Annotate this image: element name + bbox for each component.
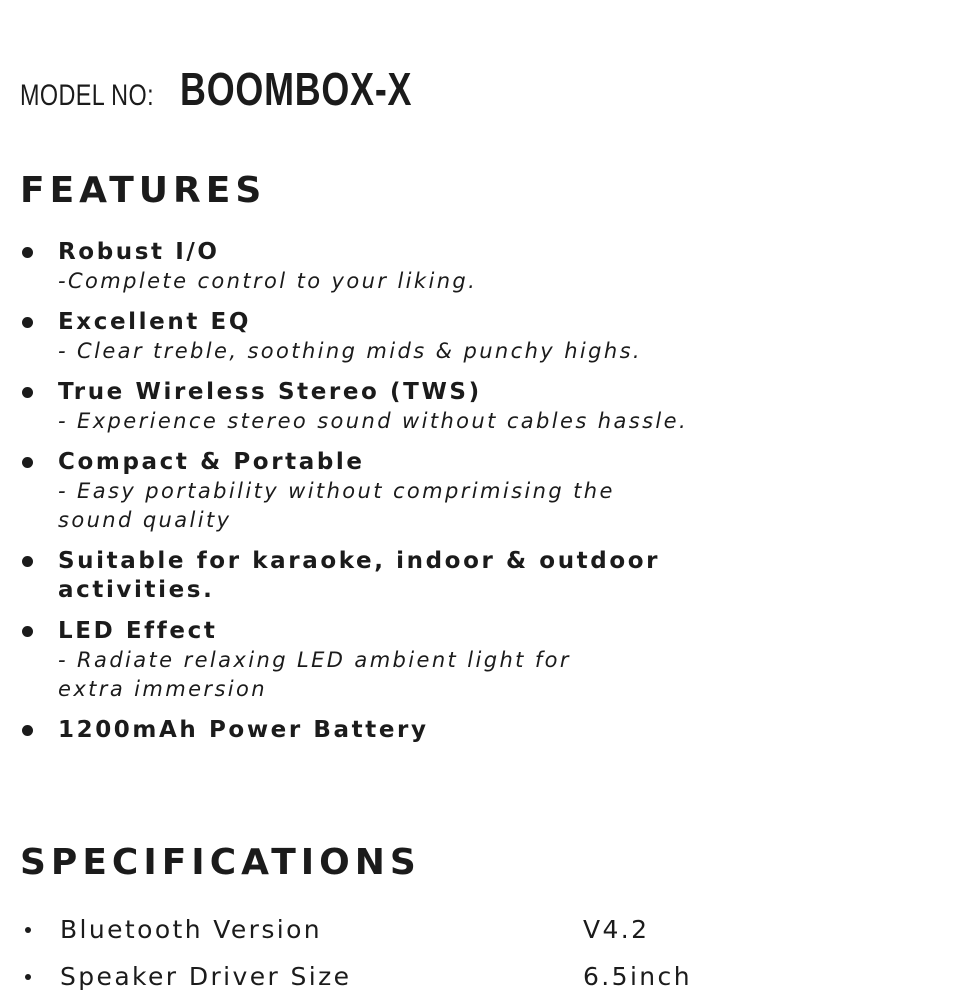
feature-description: - Radiate relaxing LED ambient light for extra immersion [58, 648, 571, 701]
bullet-icon [22, 387, 33, 398]
bullet-icon [25, 927, 31, 933]
spec-row [20, 957, 920, 1004]
feature-item [20, 238, 920, 296]
bullet-icon [22, 725, 33, 736]
model-value: BOOMBOX-X [180, 63, 413, 115]
feature-description: -Complete control to your liking. [58, 269, 478, 293]
spec-row [20, 910, 920, 957]
bullet-icon [22, 457, 33, 468]
model-label: MODEL NO: [20, 79, 154, 112]
feature-title: Suitable for karaoke, indoor & outdoor activities. [58, 548, 661, 603]
feature-title: Robust I/O [58, 239, 220, 265]
feature-item [20, 378, 920, 436]
feature-item [20, 716, 920, 745]
bullet-icon [22, 247, 33, 258]
bullet-icon [22, 626, 33, 637]
feature-title: Excellent EQ [58, 309, 251, 335]
feature-description: - Easy portability without comprimising the sound quality [58, 479, 615, 532]
feature-description: - Experience stereo sound without cables hassle. [58, 409, 689, 433]
feature-title: Compact & Portable [58, 449, 365, 475]
feature-title: 1200mAh Power Battery [58, 717, 429, 743]
specifications-title: SPECIFICATIONS [20, 842, 421, 883]
feature-item [20, 617, 920, 704]
spec-label: Bluetooth Version [60, 915, 323, 944]
features-list [20, 238, 920, 757]
model-number [20, 62, 478, 116]
feature-title: LED Effect [58, 618, 218, 644]
spec-value: 6.5inch [583, 962, 692, 991]
bullet-icon [25, 974, 31, 980]
features-title: FEATURES [20, 170, 267, 211]
bullet-icon [22, 556, 33, 567]
feature-title: True Wireless Stereo (TWS) [58, 379, 482, 405]
spec-value: V4.2 [583, 915, 650, 944]
bullet-icon [22, 317, 33, 328]
feature-item [20, 547, 920, 605]
feature-item [20, 308, 920, 366]
feature-item [20, 448, 920, 535]
spec-label: Speaker Driver Size [60, 962, 352, 991]
feature-description: - Clear treble, soothing mids & punchy highs. [58, 339, 642, 363]
specifications-list [20, 910, 920, 1004]
